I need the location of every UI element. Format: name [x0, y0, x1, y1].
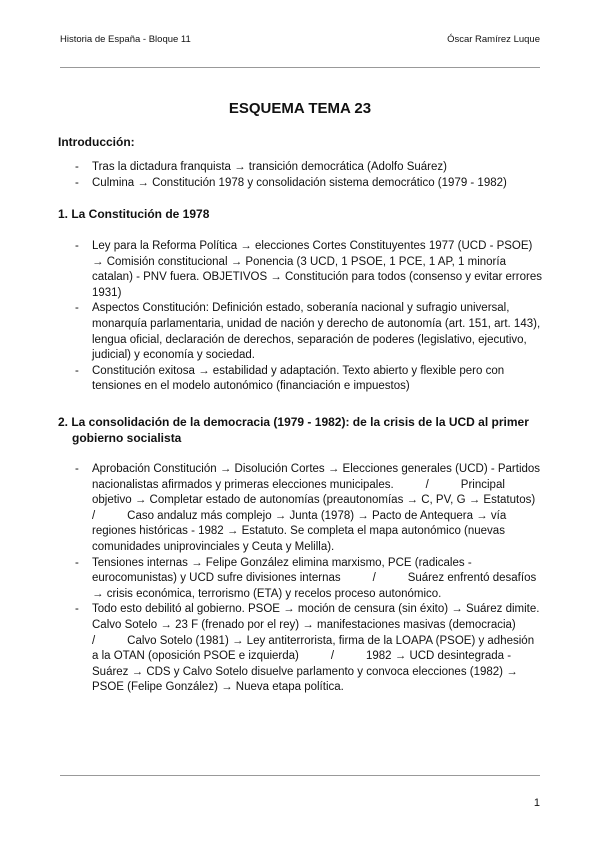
list-item: - Constitución exitosa → estabilidad y adaptación. Texto abierto y flexible pero con tensiones en el modelo autonómico (financiación e impuestos) [75, 364, 505, 393]
bullet-dash: - [75, 161, 79, 174]
document-body [58, 100, 568, 696]
intro-list [58, 160, 542, 191]
list-item: - Culmina → Constitución 1978 y consolidación sistema democrático (1979 - 1982) [58, 176, 542, 192]
section-2-heading: 2. La consolidación de la democracia (1979 - 1982): de la crisis de la UCD al primer gobierno socialista [58, 414, 529, 445]
footer-divider [60, 775, 540, 776]
bullet-dash: - [75, 364, 79, 377]
header-divider [60, 67, 540, 68]
list-item: - Tras la dictadura franquista → transición democrática (Adolfo Suárez) [58, 160, 542, 176]
page-number: 1 [533, 797, 540, 809]
bullet-dash: - [75, 302, 79, 315]
list-item: - Aspectos Constitución: Definición estado, soberanía nacional y sufragio universal, monarquía parlamentaria, unidad de nación y derecho de autonomía (art. 151, art. 143), lengua oficial, declaración de derechos, separación de poderes (legislativo, ejecutivo, judicial) y economía y sociedad. [75, 302, 541, 362]
section-1-list [58, 239, 542, 395]
list-item: - Ley para la Reforma Política → elecciones Cortes Constituyentes 1977 (UCD - PSOE) → Comisión constitucional → Ponencia (3 UCD, 1 PSOE, 1 PCE, 1 AP, 1 minoría catalan) - PNV fuera. OBJETIVOS → Constitución para todos (consenso y evitar errores 1931) [75, 239, 542, 299]
header-left: Historia de España - Bloque 11 [60, 34, 191, 45]
section-2-list [58, 462, 568, 696]
list-item: - Aprobación Constitución → Disolución Cortes → Elecciones generales (UCD) - Partidos nacionalistas afirmados y primeras elecciones municipales. / Principal objetivo → Completar estado de autonomías (preautonomías → C, PV, G → Estatutos) / Caso andaluz más complejo → Junta (1978) → Pacto de Antequera → vía regiones históricas - 1982 → Estatuto. Se completa el mapa autonómico (nuevas comunidades uniprovinciales y Ceuta y Melilla). [75, 463, 568, 554]
bullet-dash: - [75, 176, 79, 189]
header-right: Óscar Ramírez Luque [447, 34, 540, 45]
section-1-heading: 1. La Constitución de 1978 [58, 207, 210, 222]
list-item: - Tensiones internas → Felipe González elimina marxismo, PCE (radicales - eurocomunistas) y UCD sufre divisiones internas / Suárez enfrentó desafíos → crisis económica, terrorismo (ETA) y recelos proceso autonómico. [75, 556, 540, 600]
bullet-dash: - [75, 463, 79, 476]
bullet-dash: - [75, 556, 79, 569]
bullet-dash: - [75, 603, 79, 616]
document-title: ESQUEMA TEMA 23 [228, 100, 372, 117]
intro-heading: Introducción: [58, 134, 135, 149]
bullet-dash: - [75, 239, 79, 252]
list-item: - Todo esto debilitó al gobierno. PSOE → moción de censura (sin éxito) → Suárez dimite. Calvo Sotelo → 23 F (frenado por el rey) → manifestaciones masivas (democracia) / Calvo Sotelo (1981) → Ley antiterrorista, firma de la LOAPA (PSOE) y adhesión a la OTAN (oposición PSOE e izquierda) / 1982 → UCD desintegrada - Suárez → CDS y Calvo Sotelo disuelve parlamento y convoca elecciones (1982) → PSOE (Felipe González) → Nueva etapa política. [75, 603, 548, 694]
